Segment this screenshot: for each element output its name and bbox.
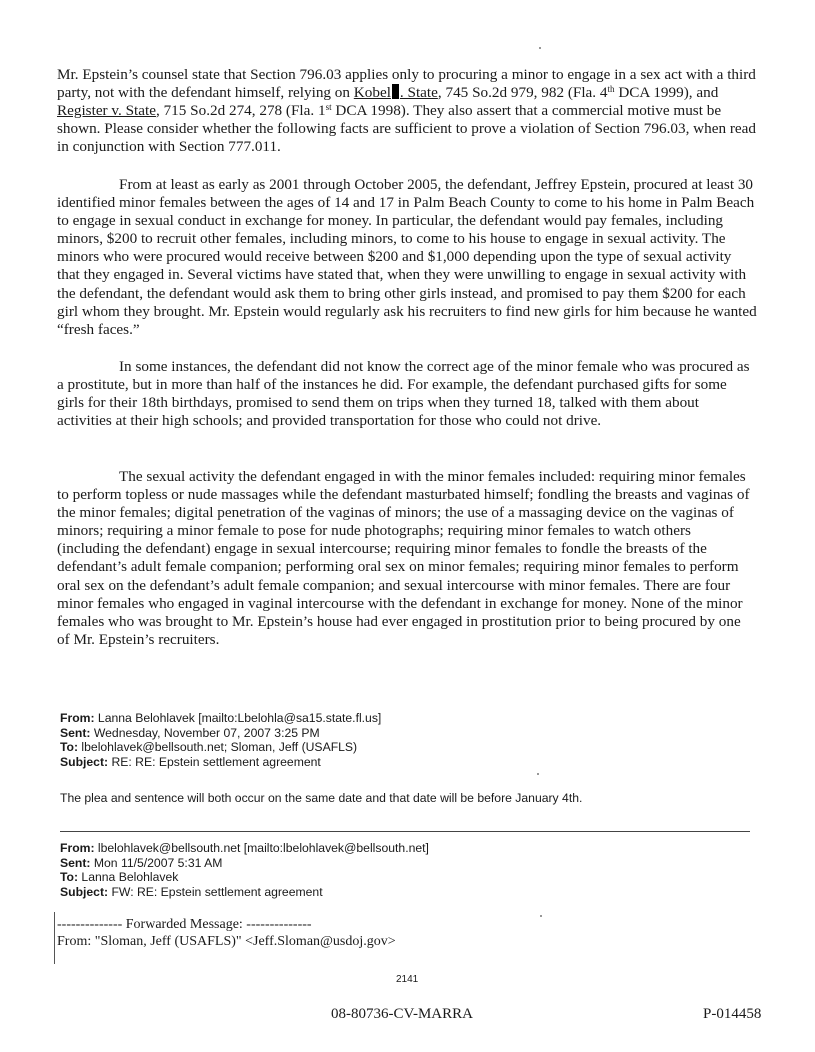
- p1-text-e: DCA 1998). They also assert that a commercial motive must be shown. Please consider whether the following facts are sufficient to prove a violation of Section 796.03, when read in conjunction with Section 777.011.: [57, 102, 756, 156]
- email-header-2: From: lbelohlavek@bellsouth.net [mailto:lbelohlavek@bellsouth.net] Sent: Mon 11/5/2007 5:31 AM To: Lanna Belohlavek Subject: FW: RE: Epstein settlement agreement: [60, 841, 429, 899]
- redaction-mark: [392, 84, 399, 99]
- forwarded-message: [57, 916, 396, 950]
- p1-text-c: DCA 1999), and: [614, 84, 719, 102]
- email-body-1: The plea and sentence will both occur on the same date and that date will be before January 4th.: [60, 791, 583, 805]
- paragraph-age-knowledge: In some instances, the defendant did not know the correct age of the minor female who was procured as a prostitute, but in more than half of the instances he did. For example, the defendant purchased gifts for some girls for their 18th birthdays, promised to send them on trips when they turned 18, talked with them about activities at their high schools; and provided transportation for those who could not drive.: [57, 358, 750, 430]
- p1-text-a: Mr. Epstein’s counsel state that Section 796.03 applies only to procuring a minor to engage in a sex act with a third party, not with the defendant himself, relying on: [57, 66, 756, 102]
- case-citation-register: Register v. State: [57, 102, 156, 120]
- forwarded-header: -------------- Forwarded Message: --------------: [57, 917, 312, 932]
- page-number: 2141: [396, 974, 419, 985]
- scan-speck: [537, 773, 539, 775]
- case-number: 08-80736-CV-MARRA: [331, 1006, 473, 1022]
- p1-text-d: , 715 So.2d 274, 278 (Fla. 1: [155, 102, 326, 120]
- forwarded-from: From: "Sloman, Jeff (USAFLS)" <Jeff.Sloman@usdoj.gov>: [57, 934, 396, 949]
- p1-text-b: , 745 So.2d 979, 982 (Fla. 4: [437, 84, 608, 102]
- scan-speck: [539, 47, 541, 49]
- paragraph-section-796-03: Mr. Epstein’s counsel state that Section 796.03 applies only to procuring a minor to engage in a sex act with a third party, not with the defendant himself, relying on Kobel . State, 745 So.2d 979, 982 (Fla. 4th DCA 1999), and Register v. State, 715 So.2d 274, 278 (Fla. 1st DCA 1998). They also assert that a commercial motive must be shown. Please consider whether the following facts are sufficient to prove a violation of Section 796.03, when read in conjunction with Section 777.011.: [57, 66, 756, 156]
- paragraph-sexual-activity: The sexual activity the defendant engaged in with the minor females included: requiring minor females to perform topless or nude massages while the defendant masturbated himself; fondling the breasts and vaginas of the minor females; digital penetration of the vaginas of minors; the use of a massaging device on the vaginas of minors; requiring a minor female to pose for nude photographs; requiring minor females to watch others (including the defendant) engage in sexual intercourse; requiring minor females to fondle the breasts of the defendant’s adult female companion; performing oral sex on minor females; requiring minor females to perform oral sex on the defendant’s adult female companion; and sexual intercourse with minor females. There are four minor females who engaged in vaginal intercourse with the defendant in exchange for money. None of the minor females who was brought to Mr. Epstein’s house had ever engaged in prostitution prior to being procured by one of Mr. Epstein’s recruiters.: [57, 468, 750, 648]
- bates-number: P-014458: [703, 1006, 762, 1022]
- divider-line: [60, 831, 750, 832]
- scan-speck: [540, 915, 542, 917]
- paragraph-procurement-facts: From at least as early as 2001 through October 2005, the defendant, Jeffrey Epstein, procured at least 30 identified minor females between the ages of 14 and 17 in Palm Beach County to come to his home in Palm Beach to engage in sexual conduct in exchange for money. In particular, the defendant would pay females, including minors, $200 to recruit other females, including minors, to come to his house to engage in sexual activity. The minors who were procured would receive between $200 and $1,000 depending upon the type of sexual activity that they engaged in. Several victims have stated that, when they were unwilling to engage in sexual activity with the defendant, the defendant would ask them to bring other girls instead, and promised to pay them $200 for each girl whom they brought. Mr. Epstein would regularly ask his recruiters to find new girls for him because he wanted “fresh faces.”: [57, 176, 757, 338]
- case-citation-kobel: Kobel . State: [353, 84, 438, 102]
- quote-bar: [54, 912, 55, 964]
- email-header-1: From: Lanna Belohlavek [mailto:Lbelohla@sa15.state.fl.us] Sent: Wednesday, November 07, 2007 3:25 PM To: lbelohlavek@bellsouth.net; Sloman, Jeff (USAFLS) Subject: RE: RE: Epstein settlement agreement: [60, 711, 382, 769]
